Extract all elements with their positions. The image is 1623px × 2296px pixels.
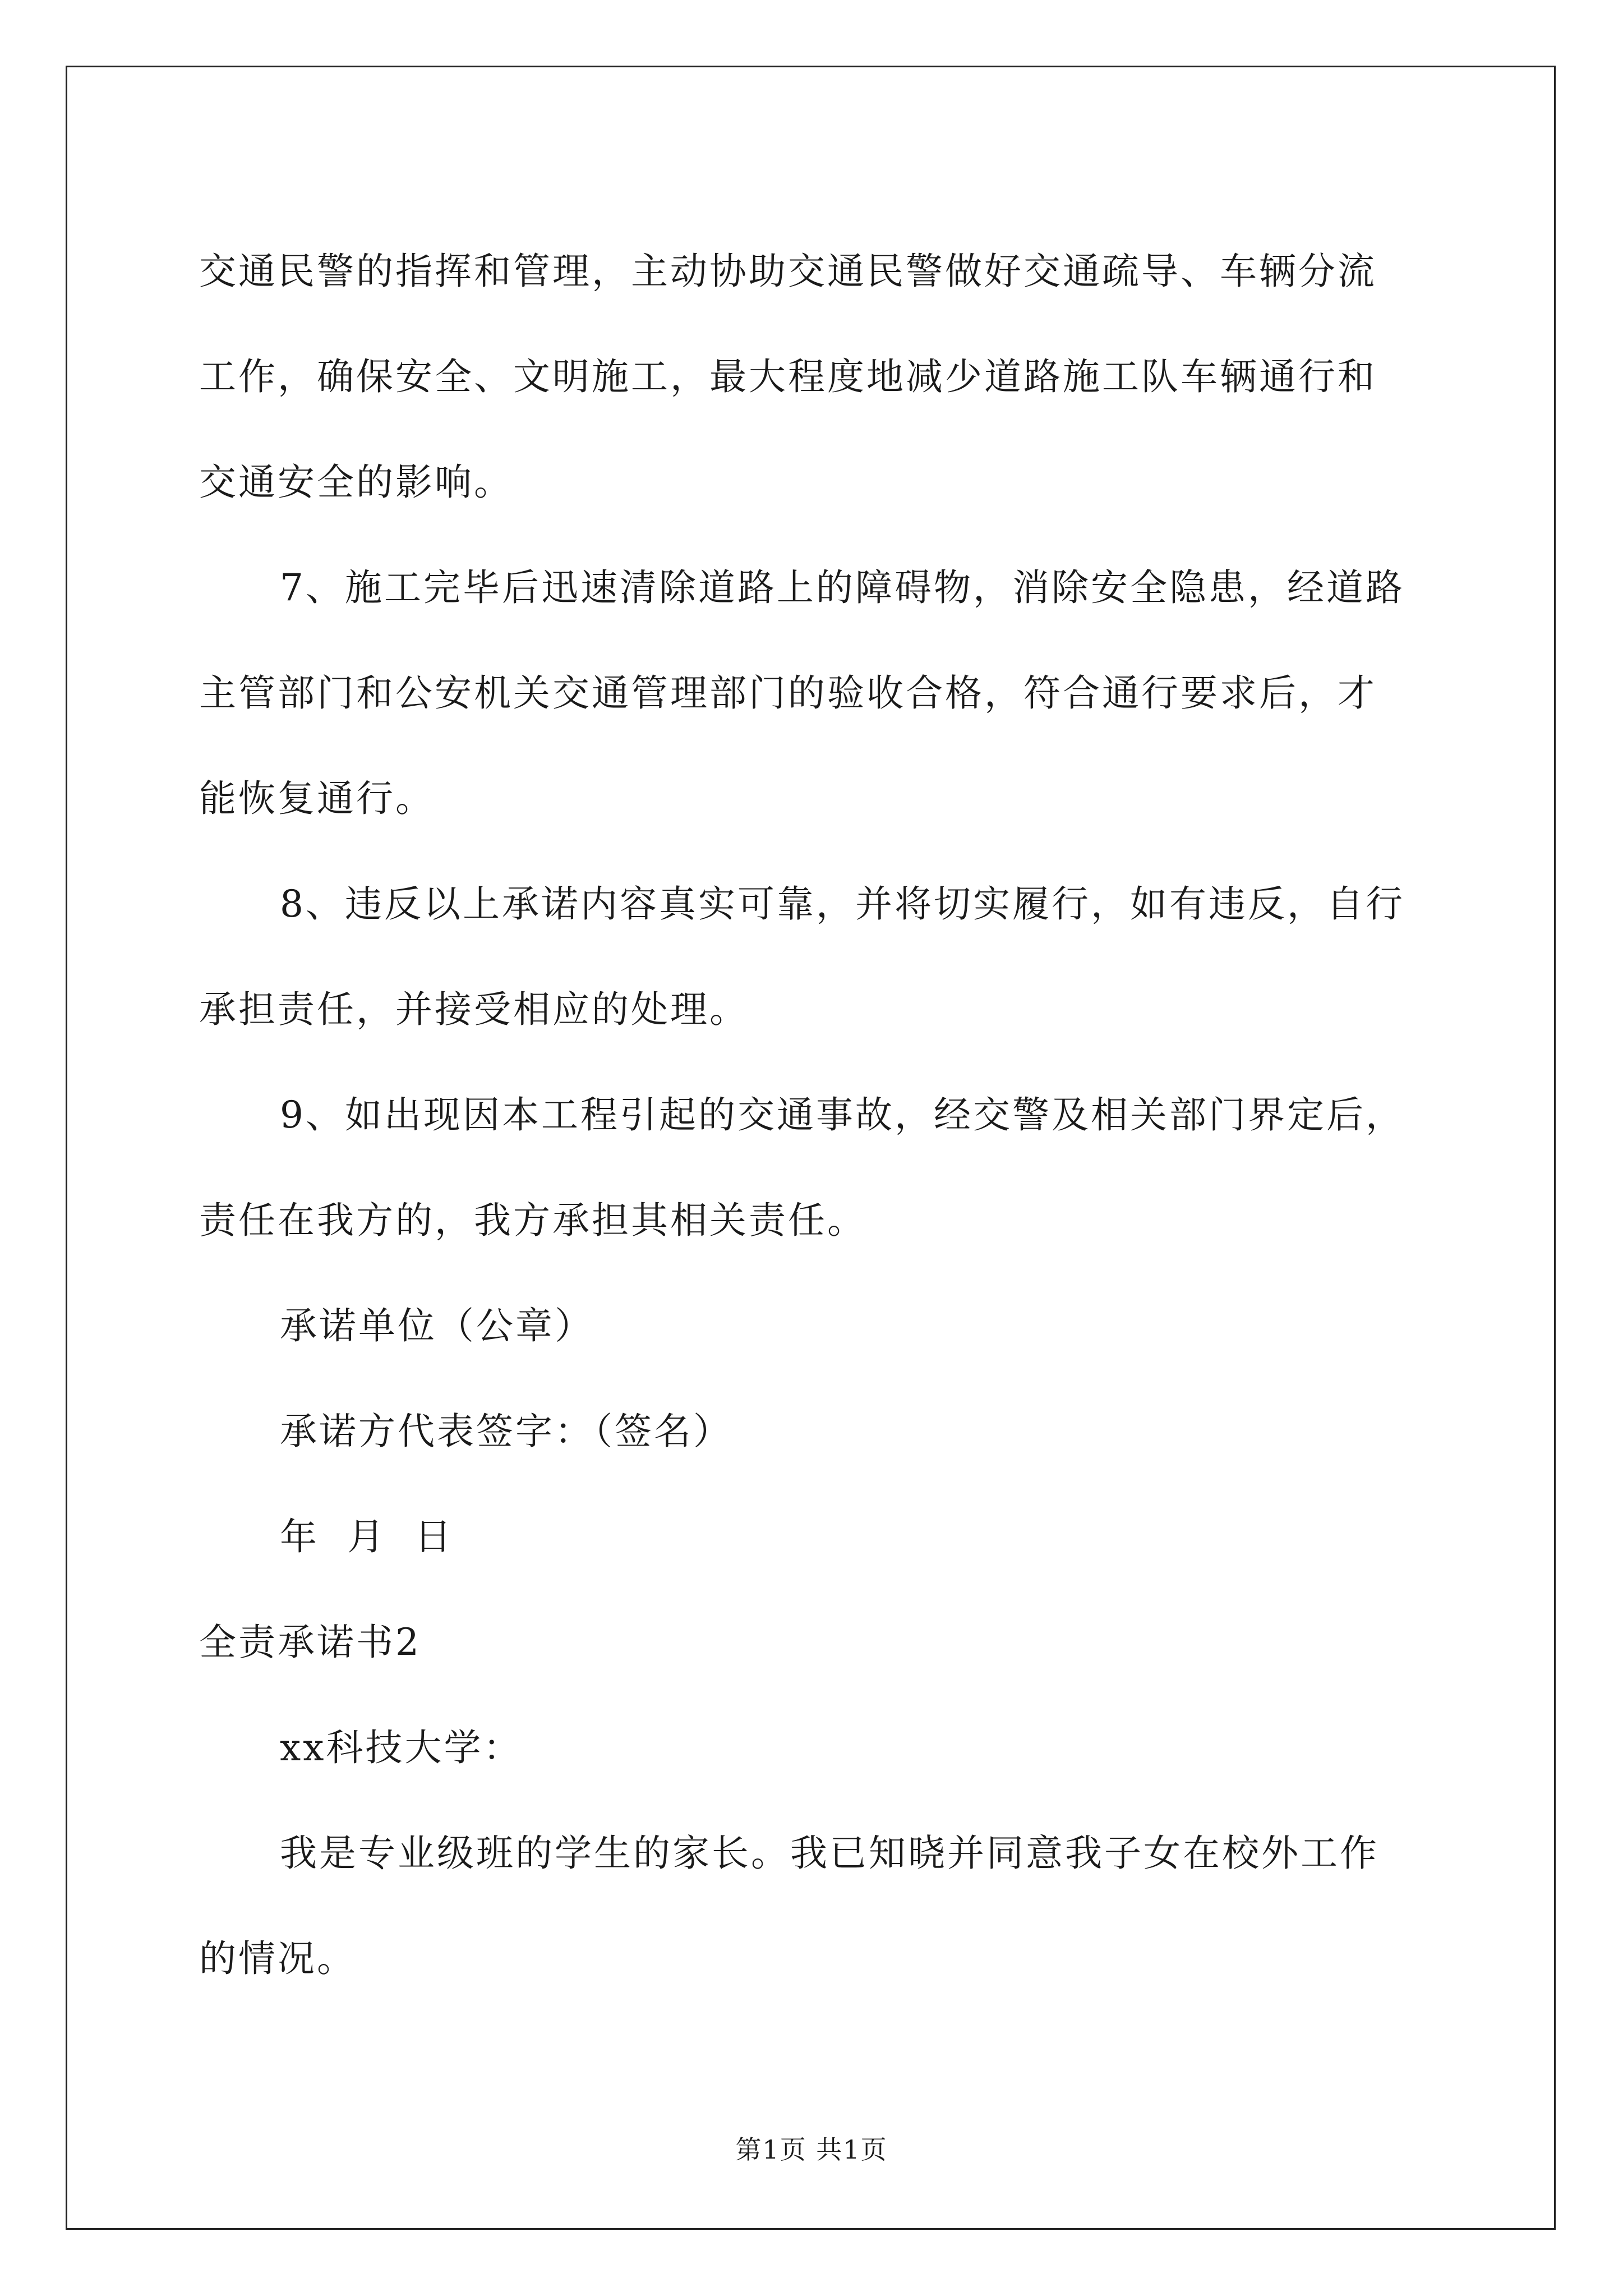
text-line: 的情况。 [199, 1937, 356, 1980]
text-line: 能恢复通行。 [199, 777, 435, 820]
text-line: 责任在我方的，我方承担其相关责任。 [199, 1199, 866, 1242]
text-line: 9、如出现因本工程引起的交通事故，经交警及相关部门界定后， [280, 1093, 1405, 1137]
addressee: xx科技大学： [280, 1726, 523, 1769]
document-body [199, 219, 1433, 2012]
text-line: 承担责任，并接受相应的处理。 [199, 988, 749, 1031]
text-line: 交通民警的指挥和管理，主动协助交通民警做好交通疏导、车辆分流 [199, 250, 1377, 293]
text-line: 7、施工完毕后迅速清除道路上的障碍物，消除安全隐患，经道路 [280, 566, 1405, 609]
text-line: 交通安全的影响。 [199, 461, 513, 504]
text-line: 我是专业级班的学生的家长。我已知晓并同意我子女在校外工作 [280, 1832, 1379, 1875]
text-line: 主管部门和公安机关交通管理部门的验收合格，符合通行要求后，才 [199, 671, 1377, 715]
text-line: 8、违反以上承诺内容真实可靠，并将切实履行，如有违反，自行 [280, 882, 1405, 926]
page-number: 第1页 共1页 [735, 2134, 888, 2165]
signing-unit: 承诺单位（公章） [280, 1304, 594, 1347]
section-title: 全责承诺书2 [199, 1621, 421, 1664]
date-line: 年 月 日 [280, 1515, 454, 1558]
text-line: 工作，确保安全、文明施工，最大程度地减少道路施工队车辆通行和 [199, 355, 1377, 398]
representative-signature: 承诺方代表签字：（签名） [280, 1410, 732, 1453]
